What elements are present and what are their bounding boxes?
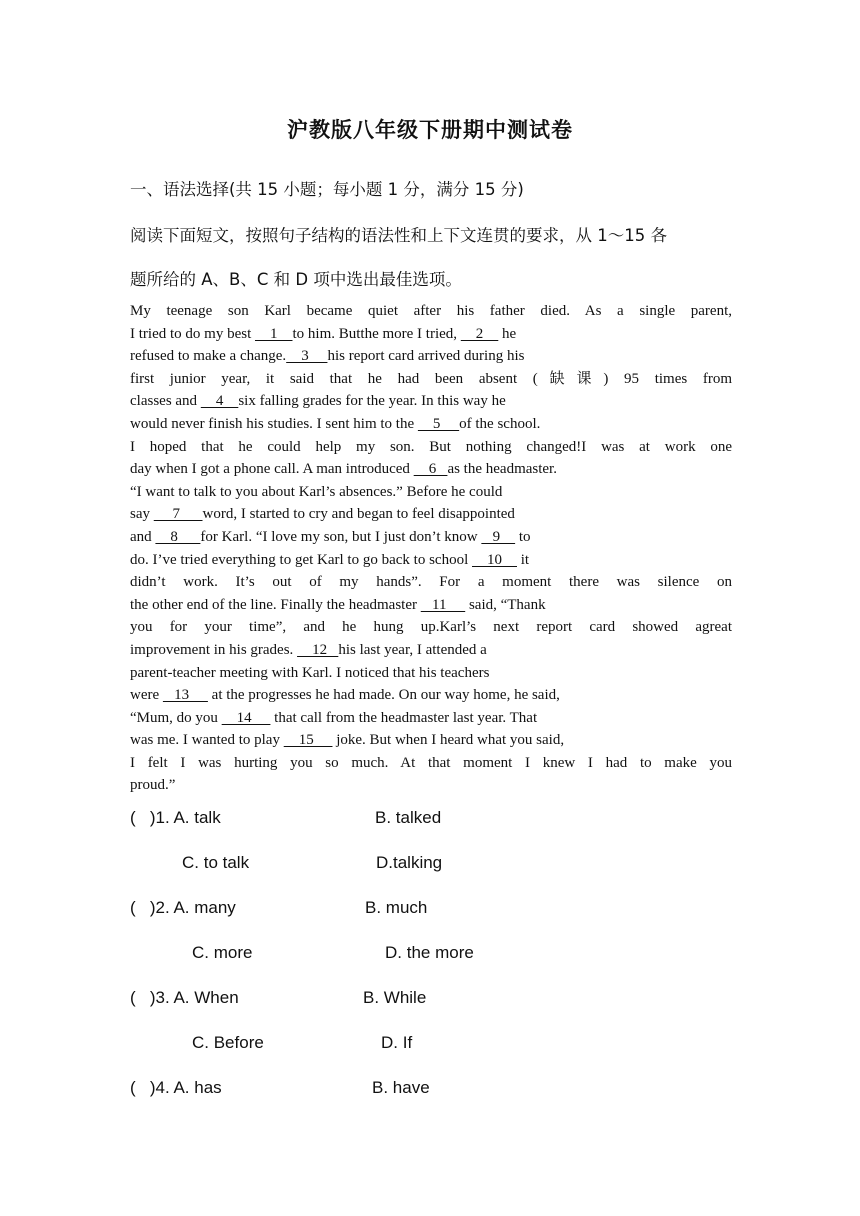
passage-text: said, “Thank — [468, 596, 546, 613]
question-2-option-c: C. more — [192, 943, 253, 962]
blank-3: 3 — [286, 348, 328, 365]
passage-line: didn’t work. It’s out of my hands”. For a moment there was silence on — [130, 574, 732, 591]
question-3-option-a: ( )3. A. When — [130, 988, 239, 1007]
question-3-option-c: C. Before — [192, 1033, 264, 1052]
passage-text: at the progresses he had made. On our way home, he said, — [211, 687, 560, 704]
passage-text: I tried to do my best — [130, 325, 255, 342]
blank-15: 15 — [283, 732, 333, 749]
passage-line — [130, 503, 732, 526]
question-4-option-b: B. have — [372, 1078, 430, 1097]
passage-text: were — [130, 687, 163, 704]
passage-text: six falling grades for the year. In this way he — [238, 393, 506, 410]
section-heading: 一、语法选择(共 15 小题；每小题 1 分，满分 15 分) — [130, 180, 524, 199]
passage-line — [130, 323, 732, 346]
blank-14: 14 — [221, 709, 271, 726]
passage-line — [130, 458, 732, 481]
passage-text: would never finish his studies. I sent him to the — [130, 415, 418, 432]
passage-text: refused to make a change. — [130, 348, 287, 365]
passage-line: parent-teacher meeting with Karl. I noticed that his teachers — [130, 664, 490, 681]
passage-line — [130, 390, 732, 413]
passage-text: do. I’ve tried everything to get Karl to go back to school — [130, 551, 472, 568]
question-3-option-d: D. If — [381, 1033, 413, 1052]
page-title: 沪教版八年级下册期中测试卷 — [287, 118, 573, 142]
question-4-option-a: ( )4. A. has — [130, 1078, 222, 1097]
passage-line — [130, 639, 732, 662]
passage-text: say — [130, 506, 154, 523]
reading-passage — [130, 300, 732, 797]
passage-line: I felt I was hurting you so much. At that moment I knew I had to make you — [130, 754, 732, 771]
passage-text: he — [502, 325, 517, 342]
question-2-option-d: D. the more — [385, 943, 474, 962]
passage-line: I hoped that he could help my son. But nothing changed!I was at work one — [130, 438, 732, 455]
question-2-option-b: B. much — [365, 898, 428, 917]
passage-text: his last year, I attended a — [338, 641, 487, 658]
passage-line — [130, 549, 732, 572]
question-1-option-a: ( )1. A. talk — [130, 808, 221, 827]
question-1-option-d: D.talking — [376, 853, 443, 872]
passage-text: day when I got a phone call. A man introduced — [130, 461, 414, 478]
blank-4: 4 — [200, 393, 239, 410]
passage-line: “I want to talk to you about Karl’s absences.” Before he could — [130, 483, 503, 500]
blank-5: 5 — [417, 415, 460, 432]
blank-12: 12 — [297, 641, 339, 658]
passage-line — [130, 729, 732, 752]
passage-text: “Mum, do you — [130, 709, 222, 726]
passage-text: joke. But when I heard what you said, — [336, 732, 565, 749]
passage-line — [130, 526, 732, 549]
passage-line: first junior year, it said that he had been absent (缺课) 95 times from — [130, 370, 732, 387]
passage-line: proud.” — [130, 777, 176, 794]
passage-text: it — [520, 551, 530, 568]
passage-text: for Karl. “I love my son, but I just don’t know — [200, 528, 482, 545]
blank-10: 10 — [472, 551, 517, 568]
passage-text: as the headmaster. — [447, 461, 557, 478]
blank-9: 9 — [481, 528, 516, 545]
question-1-option-b: B. talked — [375, 808, 442, 827]
passage-text: of the school. — [459, 415, 541, 432]
instruction-line-1: 阅读下面短文，按照句子结构的语法性和上下文连贯的要求，从 1～15 各 — [130, 226, 667, 245]
passage-line — [130, 413, 732, 436]
instruction-line-2: 题所给的 A、B、C 和 D 项中选出最佳选项。 — [130, 270, 462, 289]
passage-text: classes and — [130, 393, 201, 410]
passage-text: to — [518, 528, 531, 545]
passage-text: the other end of the line. Finally the headmaster — [130, 596, 421, 613]
passage-line — [130, 684, 732, 707]
passage-text: to him. Butthe more I tried, — [292, 325, 461, 342]
passage-text: improvement in his grades. — [130, 641, 298, 658]
passage-line — [130, 707, 732, 730]
blank-11: 11 — [420, 596, 466, 613]
passage-line — [130, 345, 732, 368]
passage-text: word, I started to cry and began to feel disappointed — [202, 506, 515, 523]
passage-text: and — [130, 528, 156, 545]
question-1-option-c: C. to talk — [182, 853, 250, 872]
passage-text: was me. I wanted to play — [130, 732, 284, 749]
question-3-option-b: B. While — [363, 988, 427, 1007]
blank-7: 7 — [153, 506, 203, 523]
passage-line: you for your time”, and he hung up.Karl’s next report card showed agreat — [130, 619, 732, 636]
passage-line: My teenage son Karl became quiet after his father died. As a single parent, — [130, 303, 732, 319]
blank-6: 6 — [413, 461, 448, 478]
passage-line — [130, 594, 732, 617]
blank-1: 1 — [254, 325, 293, 342]
blank-13: 13 — [162, 687, 208, 704]
passage-text: that call from the headmaster last year. That — [274, 709, 538, 726]
blank-8: 8 — [155, 528, 201, 545]
question-2-option-a: ( )2. A. many — [130, 898, 236, 917]
blank-2: 2 — [460, 325, 499, 342]
passage-text: his report card arrived during his — [327, 348, 525, 365]
